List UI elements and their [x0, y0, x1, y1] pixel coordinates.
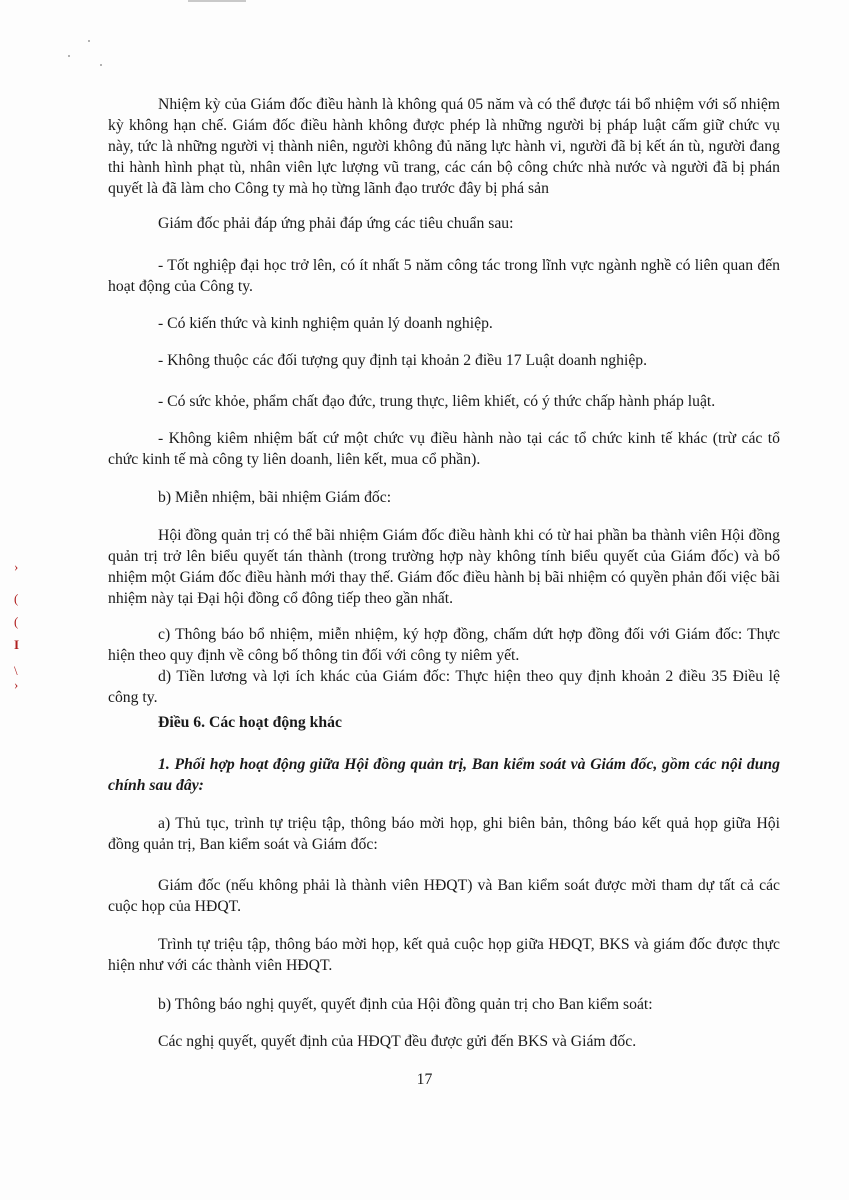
- page-number: 17: [416, 1071, 433, 1088]
- scan-speck: [100, 64, 102, 66]
- paragraph-dismissal: Hội đồng quản trị có thể bãi nhiệm Giám đốc điều hành khi có từ hai phần ba thành viên Hội đồng quản trị trở lên biểu quyết tán thành (trong trường hợp này không tính biểu quyết của Giám đốc) và bổ nhiệm một Giám đốc điều hành mới thay thế. Giám đốc điều hành bị bãi nhiệm có quyền phản đối việc bãi nhiệm này tại Đại hội đồng cổ đông tiếp theo gần nhất.: [108, 527, 780, 607]
- heading-dismissal: b) Miễn nhiệm, bãi nhiệm Giám đốc:: [158, 489, 392, 506]
- paragraph-convening-order: Trình tự triệu tập, thông báo mời họp, kết quả cuộc họp giữa HĐQT, BKS và giám đốc được thực hiện như với các thành viên HĐQT.: [108, 936, 780, 974]
- paragraph-standards-intro: Giám đốc phải đáp ứng phải đáp ứng các tiêu chuẩn sau:: [158, 215, 514, 232]
- scan-edge-mark: [188, 0, 246, 2]
- scan-speck: [88, 40, 90, 42]
- scan-speck: [68, 55, 70, 57]
- list-item-knowledge: - Có kiến thức và kinh nghiệm quản lý doanh nghiệp.: [158, 315, 493, 332]
- list-item-not-restricted: - Không thuộc các đối tượng quy định tại khoản 2 điều 17 Luật doanh nghiệp.: [158, 352, 648, 369]
- paragraph-salary: d) Tiền lương và lợi ích khác của Giám đốc: Thực hiện theo quy định khoản 2 điều 35 Điều lệ công ty.: [108, 668, 780, 706]
- paragraph-notification: c) Thông báo bổ nhiệm, miễn nhiệm, ký hợp đồng, chấm dứt hợp đồng đối với Giám đốc: Thực hiện theo quy định về công bố thông tin đối với công ty niêm yết.: [108, 626, 780, 664]
- paragraph-meeting-invite: Giám đốc (nếu không phải là thành viên HĐQT) và Ban kiểm soát được mời tham dự tất cả các cuộc họp của HĐQT.: [108, 877, 780, 915]
- paragraph-procedure: a) Thủ tục, trình tự triệu tập, thông báo mời họp, ghi biên bản, thông báo kết quả họp giữa Hội đồng quản trị, Ban kiểm soát và Giám đốc:: [108, 815, 780, 853]
- paragraph-resolutions-sent: Các nghị quyết, quyết định của HĐQT đều được gửi đến BKS và Giám đốc.: [158, 1033, 637, 1050]
- section-1-heading: 1. Phối hợp hoạt động giữa Hội đồng quản trị, Ban kiểm soát và Giám đốc, gồm các nội dung chính sau đây:: [108, 756, 780, 794]
- document-page: › ( ( I \ › Nhiệm kỳ của Giám đốc điều hành là không quá 05 năm và có thể được tái bổ nhiệm với số nhiệm kỳ không hạn chế. Giám đốc điều hành không được phép là những người bị pháp luật cấm giữ chức vụ này, tức là những người vị thành niên, người không đủ năng lực hành vi, người đã bị kết án tù, người đang thi hành hình phạt tù, nhân viên lực lượng vũ trang, các cán bộ công chức nhà nước và người đã bị phán quyết là đã làm cho Công ty mà họ từng lãnh đạo trước đây bị phá sản Giám đốc phải đáp ứng phải đáp ứng các tiêu chuẩn sau: - Tốt nghiệp đại học trở lên, có ít nhất 5 năm công tác trong lĩnh vực ngành nghề có liên quan đến hoạt động của Công ty. - Có kiến thức và kinh nghiệm quản lý doanh nghiệp. - Không thuộc các đối tượng quy định tại khoản 2 điều 17 Luật doanh nghiệp. - Có sức khỏe, phẩm chất đạo đức, trung thực, liêm khiết, có ý thức chấp hành pháp luật. - Không kiêm nhiệm bất cứ một chức vụ điều hành nào tại các tổ chức kinh tế khác (trừ các tổ chức kinh tế mà công ty liên doanh, liên kết, mua cổ phần). b) Miễn nhiệm, bãi nhiệm Giám đốc: Hội đồng quản trị có thể bãi nhiệm Giám đốc điều hành khi có từ hai phần ba thành viên Hội đồng quản trị trở lên biểu quyết tán thành (trong trường hợp này không tính biểu quyết của Giám đốc) và bổ nhiệm một Giám đốc điều hành mới thay thế. Giám đốc điều hành bị bãi nhiệm có quyền phản đối việc bãi nhiệm này tại Đại hội đồng cổ đông tiếp theo gần nhất. c) Thông báo bổ nhiệm, miễn nhiệm, ký hợp đồng, chấm dứt hợp đồng đối với Giám đốc: Thực hiện theo quy định về công bố thông tin đối với công ty niêm yết. d) Tiền lương và lợi ích khác của Giám đốc: Thực hiện theo quy định khoản 2 điều 35 Điều lệ công ty. Điều 6. Các hoạt động khác 1. Phối hợp hoạt động giữa Hội đồng quản trị, Ban kiểm soát và Giám đốc, gồm các nội dung chính sau đây: a) Thủ tục, trình tự triệu tập, thông báo mời họp, ghi biên bản, thông báo kết quả họp giữa Hội đồng quản trị, Ban kiểm soát và Giám đốc: Giám đốc (nếu không phải là thành viên HĐQT) và Ban kiểm soát được mời tham dự tất cả các cuộc họp của HĐQT. Trình tự triệu tập, thông báo mời họp, kết quả cuộc họp giữa HĐQT, BKS và giám đốc được thực hiện như với các thành viên HĐQT. b) Thông báo nghị quyết, quyết định của Hội đồng quản trị cho Ban kiểm soát: Các nghị quyết, quyết định của HĐQT đều được gửi đến BKS và Giám đốc. 17: [0, 0, 849, 1200]
- list-item-health-ethics: - Có sức khỏe, phẩm chất đạo đức, trung thực, liêm khiết, có ý thức chấp hành pháp luật.: [158, 393, 716, 410]
- article-6-heading: Điều 6. Các hoạt động khác: [158, 714, 342, 731]
- list-item-no-concurrent: - Không kiêm nhiệm bất cứ một chức vụ điều hành nào tại các tổ chức kinh tế khác (trừ các tổ chức kinh tế mà công ty liên doanh, liên kết, mua cổ phần).: [108, 430, 780, 468]
- paragraph-term-of-office: Nhiệm kỳ của Giám đốc điều hành là không quá 05 năm và có thể được tái bổ nhiệm với số nhiệm kỳ không hạn chế. Giám đốc điều hành không được phép là những người bị pháp luật cấm giữ chức vụ này, tức là những người vị thành niên, người không đủ năng lực hành vi, người đã bị kết án tù, người đang thi hành hình phạt tù, nhân viên lực lượng vũ trang, các cán bộ công chức nhà nước và người đã bị phán quyết là đã làm cho Công ty mà họ từng lãnh đạo trước đây bị phá sản: [108, 96, 780, 197]
- list-item-education: - Tốt nghiệp đại học trở lên, có ít nhất 5 năm công tác trong lĩnh vực ngành nghề có liên quan đến hoạt động của Công ty.: [108, 257, 780, 295]
- paragraph-resolution-notice: b) Thông báo nghị quyết, quyết định của Hội đồng quản trị cho Ban kiểm soát:: [158, 996, 653, 1013]
